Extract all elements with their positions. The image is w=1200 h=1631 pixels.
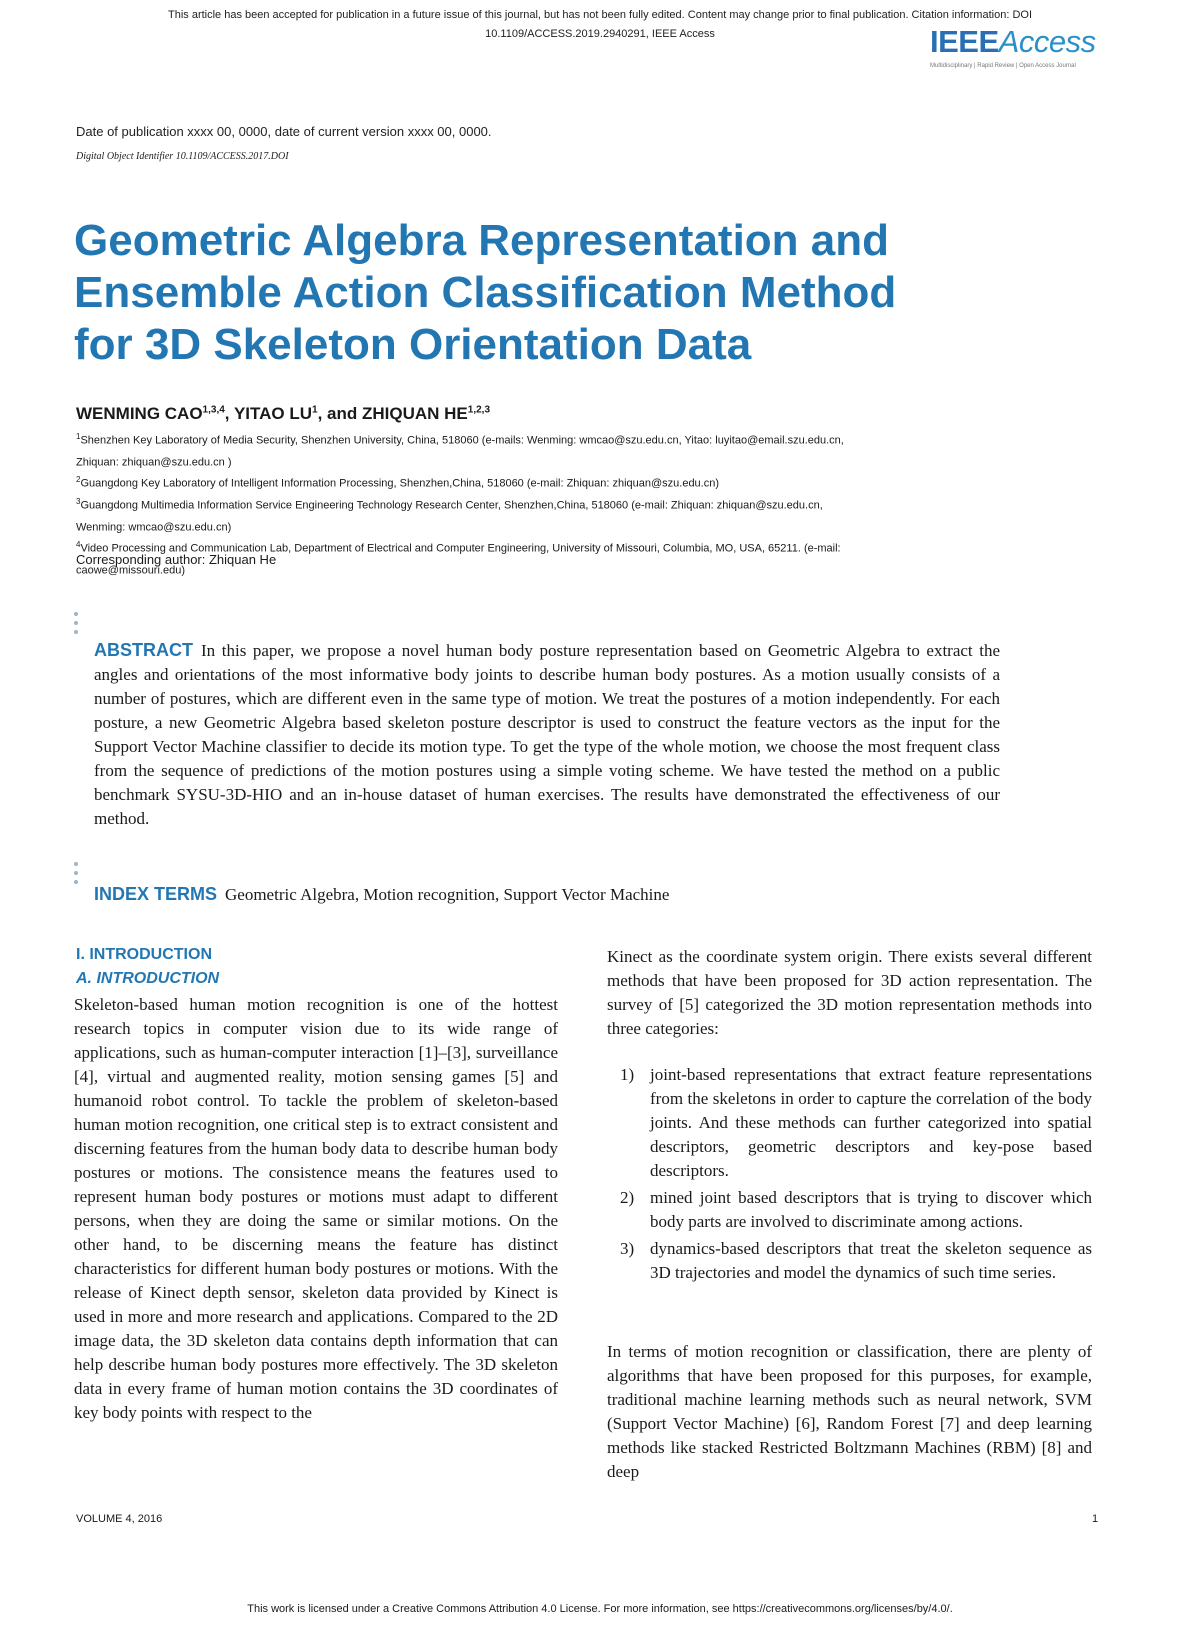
index-terms-heading: INDEX TERMS: [94, 884, 218, 904]
title-line-1: Geometric Algebra Representation and: [74, 216, 890, 265]
abstract-heading: ABSTRACT: [94, 640, 193, 660]
index-terms-text: Geometric Algebra, Motion recognition, Support Vector Machine: [225, 885, 670, 904]
author-list: [76, 404, 490, 424]
intro-left-column: Skeleton-based human motion recognition is one of the hottest research topics in computer vision due to its wide range of applications, such as human-computer interaction [1]–[3], surveillance [4], virtual and augmented reality, motion sensing games [5] and humanoid robot control. To tackle the problem of skeleton-based human motion recognition, one critical step is to extract consistent and discerning features from the human body data to describe human body postures or motions. The consistence means the features used to represent human body postures or motions must adapt to different persons, when they are doing the same or similar motions. On the other hand, to be discerning means the feature has distinct characteristics for different human body postures or motions. With the release of Kinect depth sensor, skeleton data provided by Kinect is used in more and more research and applications. Compared to the 2D image data, the 3D skeleton data contains depth information that can help describe human body postures more effectively. The 3D skeleton data in every frame of human motion contains the 3D coordinates of key body points with respect to the: [74, 995, 558, 1422]
author-affil-sup: 1: [312, 404, 318, 416]
affiliation-line: $^3$Guangdong Multimedia Information Service Engineering Technology Research Center, Shenzhen,China, 518060 (e-mail: Zhiquan: zhiquan@szu.edu.cn,: [76, 496, 823, 512]
list-item-number: 1): [620, 1065, 635, 1084]
author-name: ZHIQUAN HE: [361, 404, 468, 423]
author-affil-sup: 1,2,3: [467, 404, 491, 416]
notice-line-1: This article has been accepted for publication in a future issue of this journal, but has not been fully edited. Content may change prior to final publication. Citation information: DOI: [168, 9, 1032, 21]
subsection-heading: A. INTRODUCTION: [76, 970, 220, 987]
abstract: [94, 638, 1000, 831]
publication-date: Date of publication xxxx 00, 0000, date of current version xxxx 00, 0000.: [76, 124, 492, 139]
author-name: YITAO LU: [233, 404, 313, 423]
affiliation-line: Wenming: wmcao@szu.edu.cn): [76, 521, 232, 534]
abstract-text: In this paper, we propose a novel human body posture representation based on Geometric Algebra to extract the angles and orientations of the most informative body joints to describe human body postures. As a motion usually consists of a number of postures, which are different even in the same type of motion. We treat the postures of a motion independently. For each posture, a new Geometric Algebra based skeleton posture descriptor is used to construct the feature vectors as the input for the Support Vector Machine classifier to decide its motion type. To get the type of the whole motion, we choose the most frequent class from the sequence of predictions of the motion postures using a simple voting scheme. We have tested the method on a public benchmark SYSU-3D-HIO and an in-house dataset of human exercises. The results have demonstrated the effectiveness of our method.: [94, 641, 1000, 828]
title-line-2: Ensemble Action Classification Method: [74, 268, 897, 317]
title-line-3: for 3D Skeleton Orientation Data: [74, 320, 752, 369]
affiliation-line: Zhiquan: zhiquan@szu.edu.cn ): [76, 456, 232, 469]
list-item-text: joint-based representations that extract feature representations from the skeletons in order to capture the correlation of the body joints. And these methods can further categorized into spatial descriptors, geometric descriptors and key-pose based descriptors.: [650, 1065, 1092, 1180]
affiliation-line: $^2$Guangdong Key Laboratory of Intelligent Information Processing, Shenzhen,China, 518060 (e-mail: Zhiquan: zhiquan@szu.edu.cn): [76, 475, 720, 490]
list-item-text: dynamics-based descriptors that treat the skeleton sequence as 3D trajectories and model the dynamics of such time series.: [650, 1239, 1092, 1282]
logo-tagline: Multidisciplinary | Rapid Review | Open Access Journal: [930, 63, 1076, 69]
corresponding-author: Corresponding author: Zhiquan He: [76, 552, 277, 567]
paper-title: [74, 215, 1074, 371]
author-affil-sup: 1,3,4: [202, 404, 225, 416]
list-item-number: 2): [620, 1188, 635, 1207]
affiliation-line: caowe@missouri.edu): [76, 564, 185, 577]
page-number: 1: [1092, 1513, 1099, 1525]
list-item-number: 3): [620, 1239, 635, 1258]
author-separator: , and: [317, 404, 362, 423]
author-separator: ,: [224, 404, 234, 423]
footer-volume: VOLUME 4, 2016: [76, 1513, 163, 1525]
logo-access-text: Access: [998, 24, 1096, 59]
ieee-access-logo: [930, 26, 1115, 74]
intro-right-column-top: Kinect as the coordinate system origin. There exists several different methods that have been proposed for 3D action representation. The survey of [5] categorized the 3D motion representation methods into three categories:: [607, 947, 1092, 1038]
license-notice: This work is licensed under a Creative Commons Attribution 4.0 License. For more information, see https://creativecommons.org/licenses/by/4.0/.: [247, 1603, 953, 1615]
abstract-marker: [74, 612, 82, 634]
representation-category-list: [620, 1063, 1092, 1288]
index-terms: [94, 882, 994, 907]
list-item: [620, 1237, 1092, 1285]
author-name: WENMING CAO: [76, 404, 203, 423]
index-terms-marker: [74, 862, 82, 884]
list-item: [620, 1063, 1092, 1183]
list-item-text: mined joint based descriptors that is trying to discover which body parts are involved to discriminate among actions.: [650, 1188, 1092, 1231]
affiliation-line: $^1$Shenzhen Key Laboratory of Media Security, Shenzhen University, China, 518060 (e-mails: Wenming: wmcao@szu.edu.cn, Yitao: luyitao@email.szu.edu.cn,: [76, 432, 844, 447]
intro-right-column-bottom: In terms of motion recognition or classification, there are plenty of algorithms that have been proposed for this purposes, for example, traditional machine learning methods such as neural network, SVM (Support Vector Machine) [6], Random Forest [7] and deep learning methods like stacked Restricted Boltzmann Machines (RBM) [8] and deep: [607, 1342, 1092, 1481]
section-heading: I. INTRODUCTION: [76, 946, 212, 963]
affiliation-line: $^4$Video Processing and Communication Lab, Department of Electrical and Computer Engineering, University of Missouri, Columbia, MO, USA, 65211. (e-mail:: [76, 540, 841, 555]
list-item: [620, 1186, 1092, 1234]
notice-line-2: 10.1109/ACCESS.2019.2940291, IEEE Access: [485, 28, 715, 40]
logo-ieee-text: IEEE: [930, 24, 999, 59]
doi-line: Digital Object Identifier 10.1109/ACCESS.2017.DOI: [76, 151, 289, 162]
